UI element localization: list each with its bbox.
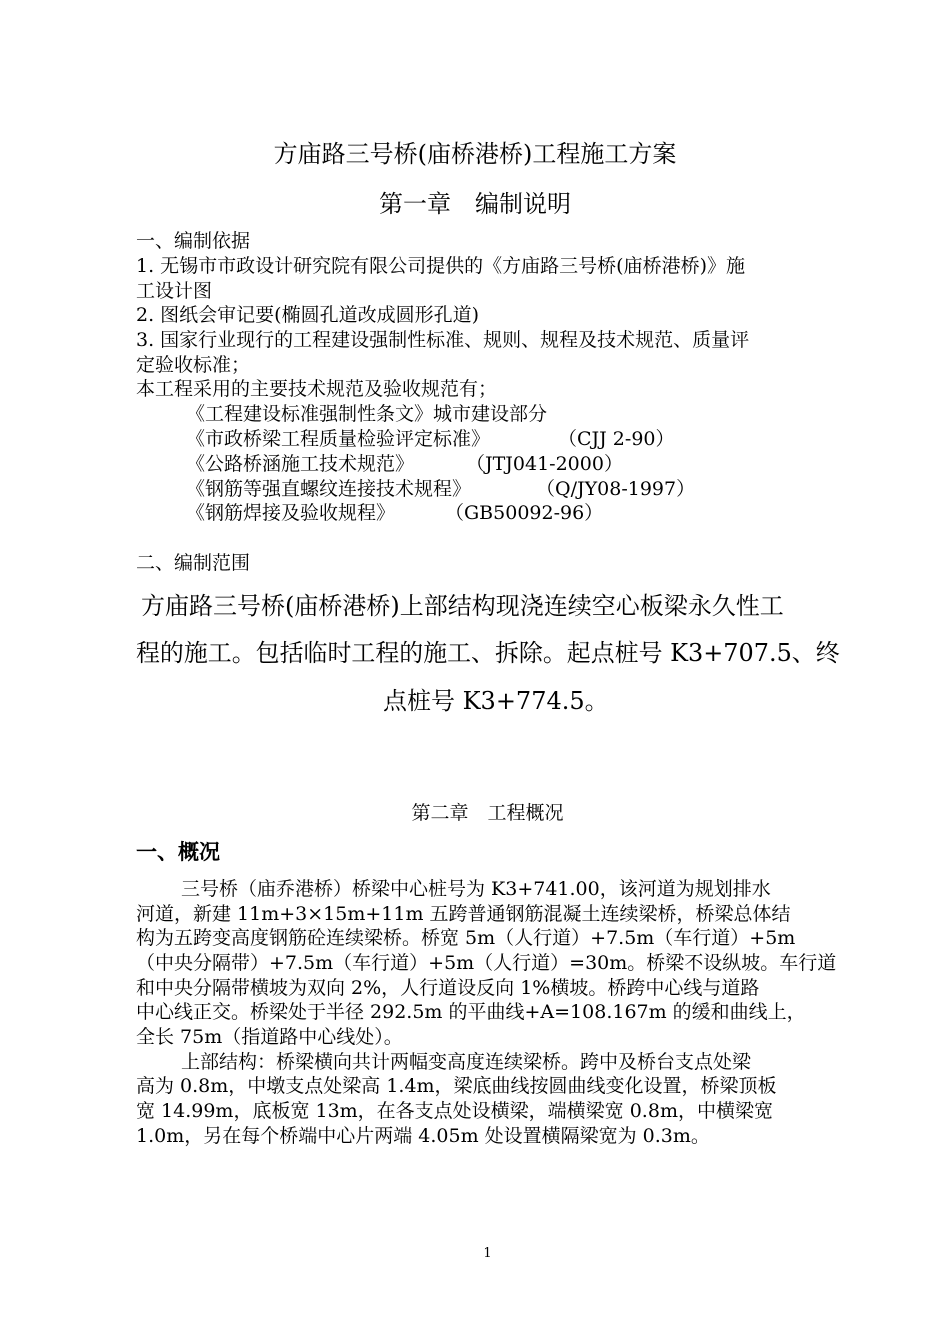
basis-line: 定验收标准； xyxy=(136,354,251,376)
scope-line: 程的施工。包括临时工程的施工、拆除。起点桩号 K3+707.5、终 xyxy=(136,639,840,667)
scope-line: 方庙路三号桥(庙桥港桥)上部结构现浇连续空心板梁永久性工 xyxy=(141,592,784,620)
scope-line: 点桩号 K3+774.5。 xyxy=(383,687,609,715)
document-title: 方庙路三号桥(庙桥港桥)工程施工方案 xyxy=(273,140,677,168)
paragraph-line: 中心线正交。桥梁处于半径 292.5m 的平曲线+A=108.167m 的缓和曲线上， xyxy=(136,1001,806,1023)
basis-line: 工设计图 xyxy=(136,280,213,302)
paragraph-line: （中央分隔带）+7.5m（车行道）+5m（人行道）=30m。桥梁不设纵坡。车行道 xyxy=(136,952,837,974)
norm-name: 《钢筋等强直螺纹连接技术规程》 xyxy=(186,478,472,500)
norm-code: （Q/JY08-1997） xyxy=(536,478,696,500)
norm-name: 《市政桥梁工程质量检验评定标准》 xyxy=(186,428,491,450)
norm-code: （CJJ 2-90） xyxy=(558,428,675,450)
paragraph-line: 构为五跨变高度钢筋砼连续梁桥。桥宽 5m（人行道）+7.5m（车行道）+5m xyxy=(136,927,796,949)
paragraph-line: 三号桥（庙乔港桥）桥梁中心桩号为 K3+741.00，该河道为规划排水 xyxy=(181,878,771,900)
paragraph-line: 河道，新建 11m+3×15m+11m 五跨普通钢筋混凝土连续梁桥，桥梁总体结 xyxy=(136,903,791,925)
paragraph-line: 高为 0.8m，中墩支点处梁高 1.4m，梁底曲线按圆曲线变化设置，桥梁顶板 xyxy=(136,1075,777,1097)
paragraph-line: 和中央分隔带横坡为双向 2%，人行道设反向 1%横坡。桥跨中心线与道路 xyxy=(136,977,760,999)
norm-name: 《公路桥涵施工技术规范》 xyxy=(186,453,415,475)
overview-heading: 一、概况 xyxy=(136,840,220,864)
norm-name: 《钢筋焊接及验收规程》 xyxy=(186,502,396,524)
section-heading-basis: 一、编制依据 xyxy=(136,230,251,252)
norm-name: 《工程建设标准强制性条文》城市建设部分 xyxy=(186,403,548,425)
norm-code: （GB50092-96） xyxy=(445,502,604,524)
basis-line: 3. 国家行业现行的工程建设强制性标准、规则、规程及技术规范、质量评 xyxy=(136,329,750,351)
paragraph-line: 全长 75m（指道路中心线处）。 xyxy=(136,1026,403,1048)
norm-code: （JTJ041-2000） xyxy=(466,453,623,475)
basis-line: 1. 无锡市市政设计研究院有限公司提供的《方庙路三号桥(庙桥港桥)》施 xyxy=(136,255,745,277)
chapter-1-heading: 第一章 编制说明 xyxy=(379,190,571,218)
basis-line: 2. 图纸会审记要(椭圆孔道改成圆形孔道) xyxy=(136,304,479,326)
chapter-2-heading: 第二章 工程概况 xyxy=(411,802,564,824)
paragraph-line: 1.0m，另在每个桥端中心片两端 4.05m 处设置横隔梁宽为 0.3m。 xyxy=(136,1125,710,1147)
page-number: 1 xyxy=(483,1246,492,1261)
paragraph-line: 宽 14.99m，底板宽 13m，在各支点处设横梁，端横梁宽 0.8m，中横梁宽 xyxy=(136,1100,773,1122)
basis-line: 本工程采用的主要技术规范及验收规范有； xyxy=(136,378,498,400)
paragraph-line: 上部结构：桥梁横向共计两幅变高度连续梁桥。跨中及桥台支点处梁 xyxy=(181,1051,752,1073)
section-heading-scope: 二、编制范围 xyxy=(136,552,251,574)
